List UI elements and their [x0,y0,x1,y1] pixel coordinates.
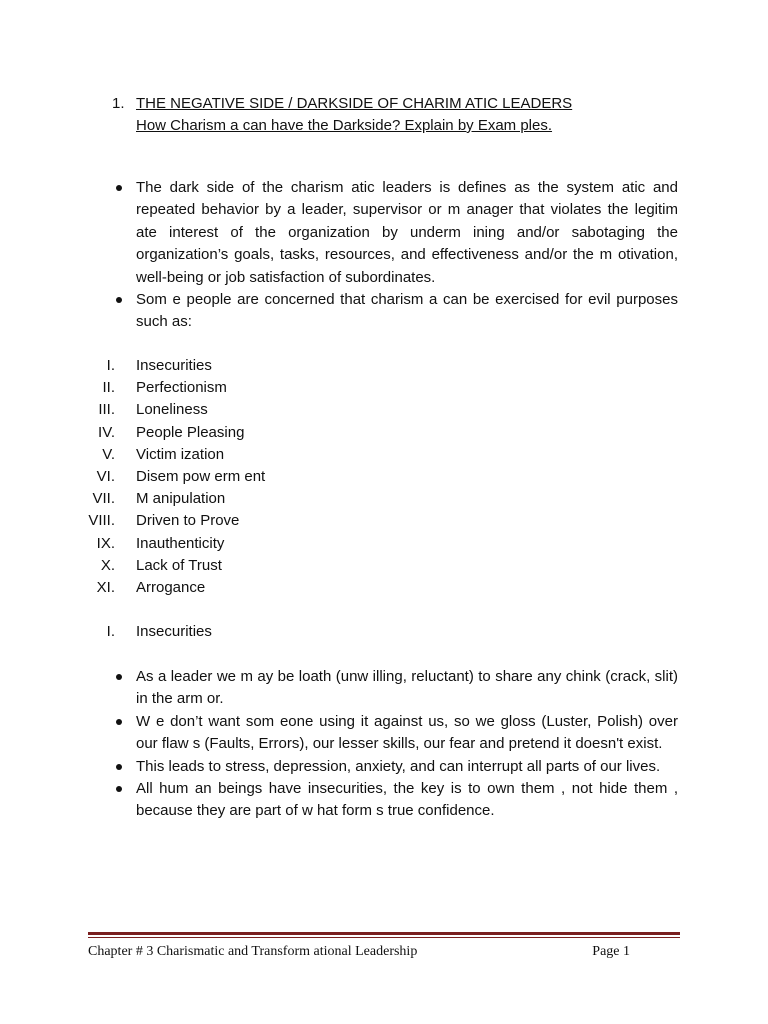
list-label: Driven to Prove [136,512,240,530]
bullet-item: W e don’t want som eone using it against us, so we gloss (Luster, Polish) over our flaw s (Faults, Errors), our lesser skills, our fear and pretend it doesn't exist. [112,711,678,756]
roman-numeral-list [70,355,265,599]
question-number: 1. [112,95,125,112]
list-item [70,399,265,421]
intro-bullet-list [112,177,678,334]
list-item [70,422,265,444]
footer-page-number: Page 1 [592,944,630,959]
footer-chapter-title: Chapter # 3 Charismatic and Transform ational Leadership [88,944,418,959]
list-numeral: III. [98,401,115,419]
list-numeral: VIII. [88,512,115,530]
list-label: Insecurities [136,357,212,374]
bullet-item: As a leader we m ay be loath (unw illing, reluctant) to share any chink (crack, slit) in the arm or. [112,666,678,711]
list-item [70,555,265,577]
list-item [70,444,265,466]
page-footer [88,943,680,961]
list-item [70,533,265,555]
list-label: M anipulation [136,490,226,508]
list-label: Inauthenticity [136,534,225,552]
list-label: People Pleasing [136,423,245,441]
footer-rule-thick [88,932,680,935]
question-heading [112,93,572,137]
list-numeral: II. [102,379,115,397]
list-label: Victim ization [136,445,225,463]
list-numeral: VI. [96,468,115,486]
list-label: Perfectionism [136,379,227,397]
list-item [70,510,265,532]
list-numeral: I. [106,357,115,374]
insecurities-bullet-list [112,666,678,823]
bullet-item: Som e people are concerned that charism a can be exercised for evil purposes such as: [112,289,678,334]
section-title: Insecurities [136,623,212,640]
list-item [70,488,265,510]
section-numeral: I. [106,623,115,640]
bullet-item: This leads to stress, depression, anxiety, and can interrupt all parts of our lives. [112,756,678,778]
footer-rule-thin [88,937,680,938]
list-label: Arrogance [136,579,206,597]
list-numeral: X. [100,556,115,574]
list-numeral: IX. [96,534,115,552]
list-item [70,577,265,599]
list-numeral: V. [102,445,115,463]
list-item [70,355,265,377]
list-item [70,466,265,488]
list-item [70,377,265,399]
list-label: Lack of Trust [136,556,222,574]
section-heading-insecurities [70,621,212,643]
list-numeral: IV. [98,423,115,441]
list-label: Loneliness [136,401,208,419]
list-numeral: XI. [96,579,115,597]
bullet-item: The dark side of the charism atic leaders is defines as the system atic and repeated behavior by a leader, supervisor or m anager that violates the legitim ate interest of the organization by underm ining and/or sabotaging the organization’s goals, tasks, resources, and effectiveness and/or the m otivation, well-being or job satisfaction of subordinates. [112,177,678,289]
question-subtitle: How Charism a can have the Darkside? Explain by Exam ples. [136,117,553,134]
list-numeral: VII. [92,490,115,508]
list-label: Disem pow erm ent [136,468,266,486]
bullet-item: All hum an beings have insecurities, the key is to own them , not hide them , because they are part of w hat form s true confidence. [112,778,678,823]
question-title: THE NEGATIVE SIDE / DARKSIDE OF CHARIM ATIC LEADERS [136,95,573,112]
